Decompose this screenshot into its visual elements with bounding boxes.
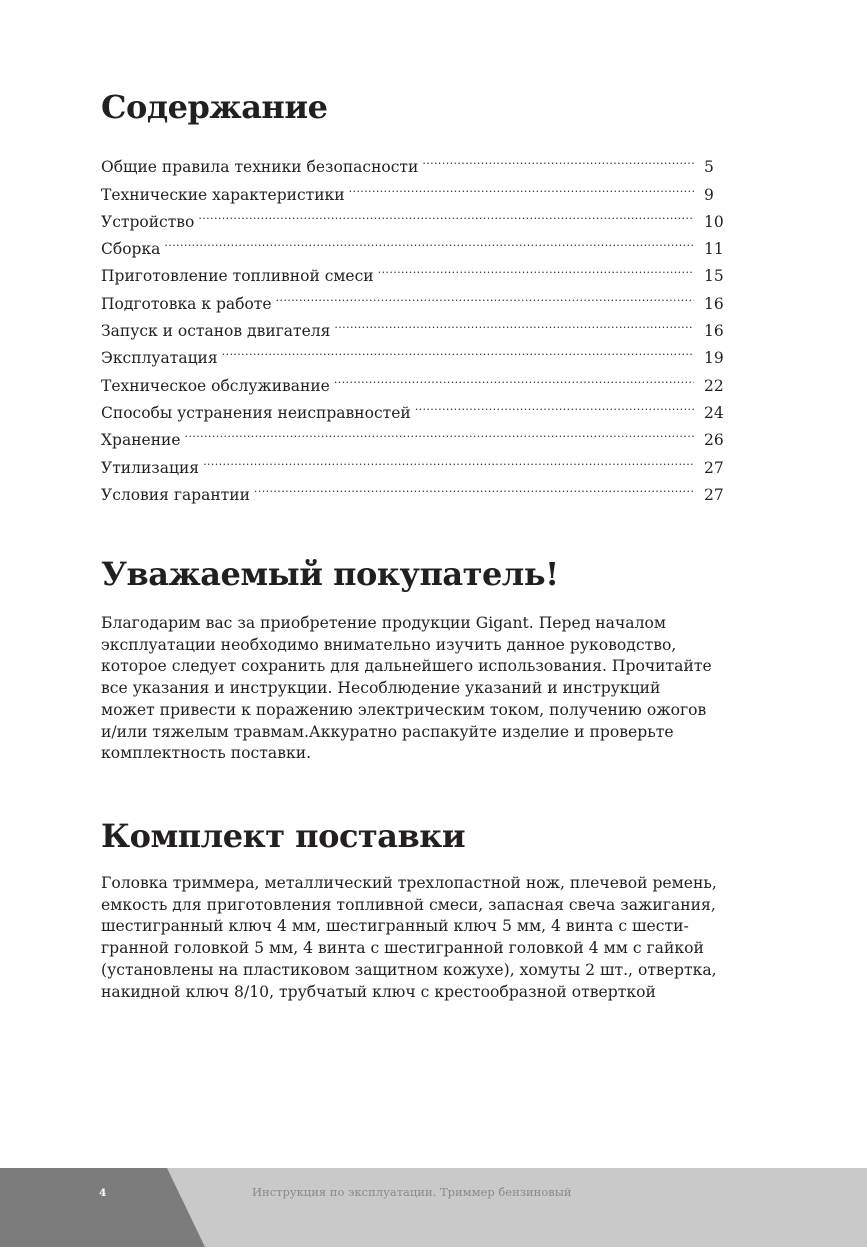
toc-entry-page: 19 (704, 349, 724, 368)
footer-document-title: Инструкция по эксплуатации. Триммер бензиновый (252, 1185, 572, 1199)
page-footer (0, 1168, 867, 1247)
toc-entry-page: 10 (704, 212, 724, 231)
toc-entry-page: 5 (704, 158, 714, 177)
toc-entry-label: Общие правила техники безопасности (101, 158, 419, 177)
toc-entry-page: 26 (704, 431, 724, 450)
toc-leader-dots (222, 336, 694, 363)
toc-entry-label: Приготовление топливной смеси (101, 267, 374, 286)
toc-entry-page: 27 (704, 485, 724, 504)
toc-entry[interactable] (101, 254, 726, 286)
toc-entry-label: Подготовка к работе (101, 294, 272, 313)
paragraph-line: которое следует сохранить для дальнейшего использования. Прочитайте (101, 657, 712, 676)
paragraph-line: Благодарим вас за приобретение продукции Gigant. Перед началом (101, 614, 667, 632)
toc-entry-label: Запуск и останов двигателя (101, 322, 331, 341)
toc-entry[interactable] (101, 418, 726, 450)
toc-leader-dots (334, 363, 694, 390)
toc-leader-dots (378, 254, 694, 281)
toc-leader-dots (164, 227, 694, 254)
paragraph-line: все указания и инструкции. Несоблюдение указаний и инструкций (101, 679, 661, 698)
toc-entry-page: 22 (704, 376, 724, 395)
toc-entry[interactable] (101, 145, 726, 177)
toc-entry-page: 24 (704, 403, 724, 422)
paragraph-line: емкость для приготовления топливной смеси, запасная свеча зажигания, (101, 895, 716, 914)
paragraph-line: шестигранный ключ 4 мм, шестигранный ключ 5 мм, 4 винта с шести- (101, 917, 689, 936)
toc-leader-dots (334, 309, 694, 336)
toc-leader-dots (198, 200, 694, 227)
toc-entry[interactable] (101, 227, 726, 259)
table-of-contents (101, 145, 726, 504)
toc-entry[interactable] (101, 445, 726, 477)
toc-entry-page: 9 (704, 185, 714, 204)
toc-entry-label: Эксплуатация (101, 349, 218, 368)
toc-leader-dots (349, 172, 694, 199)
toc-entry-page: 11 (704, 240, 724, 259)
toc-entry-label: Технические характеристики (101, 185, 345, 204)
toc-entry-label: Устройство (101, 212, 195, 231)
toc-leader-dots (203, 445, 694, 472)
toc-entry-page: 16 (704, 322, 724, 341)
greeting-paragraph (101, 613, 801, 765)
kit-paragraph (101, 873, 801, 1003)
footer-page-number: 4 (99, 1187, 107, 1199)
greeting-heading: Уважаемый покупатель! (101, 555, 559, 593)
paragraph-line: эксплуатации необходимо внимательно изучить данное руководство, (101, 635, 677, 654)
toc-entry-label: Сборка (101, 240, 161, 259)
toc-leader-dots (422, 145, 694, 172)
toc-entry-label: Утилизация (101, 458, 200, 477)
paragraph-line: Головка триммера, металлический трехлопастной нож, плечевой ремень, (101, 874, 717, 892)
toc-entry-label: Способы устранения неисправностей (101, 403, 411, 422)
paragraph-line: гранной головкой 5 мм, 4 винта с шестигранной головкой 4 мм с гайкой (101, 939, 704, 958)
toc-entry-label: Хранение (101, 431, 181, 450)
paragraph-line: (установлены на пластиковом защитном кожухе), хомуты 2 шт., отвертка, (101, 960, 717, 979)
toc-leader-dots (254, 473, 694, 500)
toc-leader-dots (415, 391, 694, 418)
toc-entry-page: 27 (704, 458, 724, 477)
toc-leader-dots (185, 418, 694, 445)
toc-entry-label: Техническое обслуживание (101, 376, 330, 395)
toc-heading: Содержание (101, 88, 328, 126)
footer-page-tab (0, 1168, 205, 1247)
toc-leader-dots (276, 281, 694, 308)
toc-entry-page: 15 (704, 267, 724, 286)
paragraph-line: может привести к поражению электрическим током, получению ожогов (101, 700, 707, 719)
toc-entry-page: 16 (704, 294, 724, 313)
kit-heading: Комплект поставки (101, 817, 466, 855)
toc-entry-label: Условия гарантии (101, 485, 250, 504)
paragraph-line: и/или тяжелым травмам.Аккуратно распакуйте изделие и проверьте (101, 722, 674, 741)
paragraph-line: накидной ключ 8/10, трубчатый ключ с крестообразной отверткой (101, 982, 656, 1001)
paragraph-line: комплектность поставки. (101, 744, 312, 763)
